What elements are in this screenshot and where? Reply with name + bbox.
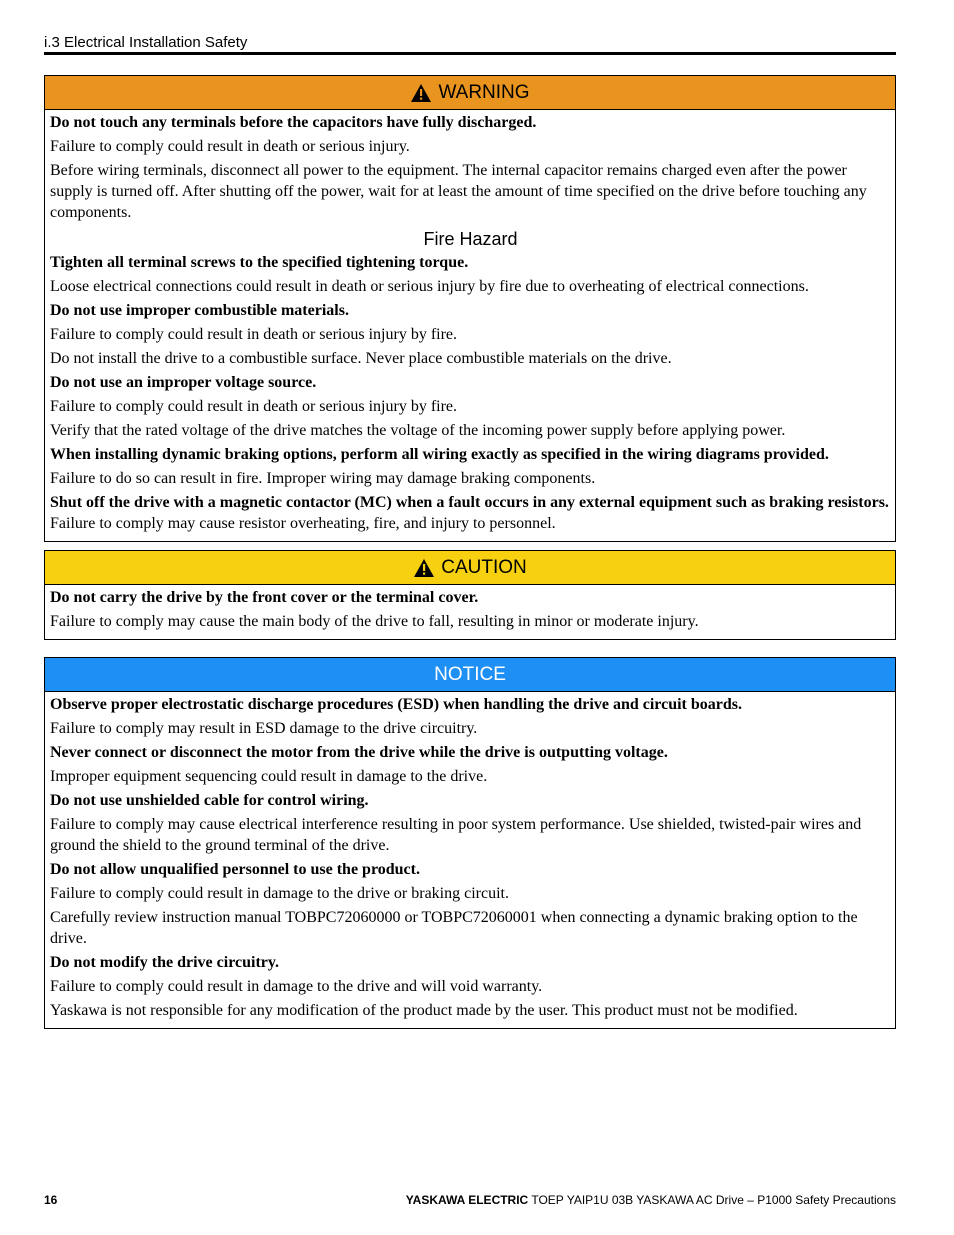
caution-item: Do not carry the drive by the front cover or the terminal cover. <box>50 589 479 606</box>
fire-item-combined <box>50 492 891 534</box>
fire-item: Do not use an improper voltage source. <box>50 374 317 391</box>
notice-header <box>45 658 895 692</box>
warning-header <box>45 76 895 110</box>
warning-title: WARNING <box>438 81 530 103</box>
footer-doc-info <box>406 1193 896 1207</box>
notice-item: Observe proper electrostatic discharge procedures (ESD) when handling the drive and circuit boards. <box>50 696 742 713</box>
notice-item: Do not modify the drive circuitry. <box>50 954 280 971</box>
warning-item: Before wiring terminals, disconnect all power to the equipment. The internal capacitor remains charged even after the power supply is turned off. After shutting off the power, wait for at least the amount of time specified on the drive before touching any components. <box>50 162 867 221</box>
notice-item: Never connect or disconnect the motor from the drive while the drive is outputting voltage. <box>50 744 668 761</box>
notice-item: Failure to comply may result in ESD damage to the drive circuitry. <box>50 720 478 737</box>
notice-item: Do not allow unqualified personnel to use the product. <box>50 861 420 878</box>
warning-item: Do not touch any terminals before the capacitors have fully discharged. <box>50 114 537 131</box>
fire-item: Verify that the rated voltage of the drive matches the voltage of the incoming power supply before applying power. <box>50 422 786 439</box>
page-number: 16 <box>44 1193 58 1207</box>
fire-item: Failure to comply could result in death or serious injury by fire. <box>50 326 458 343</box>
fire-hazard-heading: Fire Hazard <box>423 229 518 249</box>
notice-item: Do not use unshielded cable for control wiring. <box>50 792 369 809</box>
warning-body <box>45 110 895 541</box>
page-footer <box>44 1193 896 1207</box>
fire-item: Do not use improper combustible materials. <box>50 302 349 319</box>
warning-triangle-icon <box>410 83 432 103</box>
notice-item: Improper equipment sequencing could result in damage to the drive. <box>50 768 488 785</box>
fire-item: Failure to comply could result in death or serious injury by fire. <box>50 398 458 415</box>
fire-item: Tighten all terminal screws to the specified tightening torque. <box>50 254 469 271</box>
notice-item: Carefully review instruction manual TOBPC72060000 or TOBPC72060001 when connecting a dynamic braking option to the drive. <box>50 909 858 947</box>
fire-item: Failure to do so can result in fire. Improper wiring may damage braking components. <box>50 470 596 487</box>
caution-box <box>44 550 896 640</box>
warning-box <box>44 75 896 542</box>
footer-brand: YASKAWA ELECTRIC <box>405 1193 529 1207</box>
fire-item: Do not install the drive to a combustible surface. Never place combustible materials on the drive. <box>50 350 672 367</box>
fire-item-bold: Shut off the drive with a magnetic contactor (MC) when a fault occurs in any external equipment such as braking resistors. <box>50 494 889 511</box>
notice-box <box>44 657 896 1029</box>
notice-body <box>45 692 895 1028</box>
section-title: i.3 Electrical Installation Safety <box>44 34 248 51</box>
notice-item: Failure to comply could result in damage to the drive or braking circuit. <box>50 885 509 902</box>
notice-title: NOTICE <box>434 663 506 685</box>
notice-item: Failure to comply may cause electrical interference resulting in poor system performance. Use shielded, twisted-pair wires and ground the shield to the ground terminal of the drive. <box>50 816 862 854</box>
caution-header <box>45 551 895 585</box>
fire-item: Loose electrical connections could result in death or serious injury by fire due to overheating of electrical connections. <box>50 278 809 295</box>
fire-item: When installing dynamic braking options, perform all wiring exactly as specified in the wiring diagrams provided. <box>50 446 829 463</box>
caution-title: CAUTION <box>441 556 527 578</box>
caution-item: Failure to comply may cause the main body of the drive to fall, resulting in minor or moderate injury. <box>50 613 699 630</box>
notice-item: Failure to comply could result in damage to the drive and will void warranty. <box>50 978 543 995</box>
fire-item-normal: Failure to comply may cause resistor overheating, fire, and injury to personnel. <box>50 515 556 532</box>
warning-item: Failure to comply could result in death or serious injury. <box>50 138 410 155</box>
footer-doc-text: TOEP YAIP1U 03B YASKAWA AC Drive – P1000 Safety Precautions <box>528 1193 896 1207</box>
notice-item: Yaskawa is not responsible for any modification of the product made by the user. This product must not be modified. <box>50 1002 798 1019</box>
caution-body <box>45 585 895 639</box>
page-header <box>44 34 896 55</box>
caution-triangle-icon <box>413 558 435 578</box>
